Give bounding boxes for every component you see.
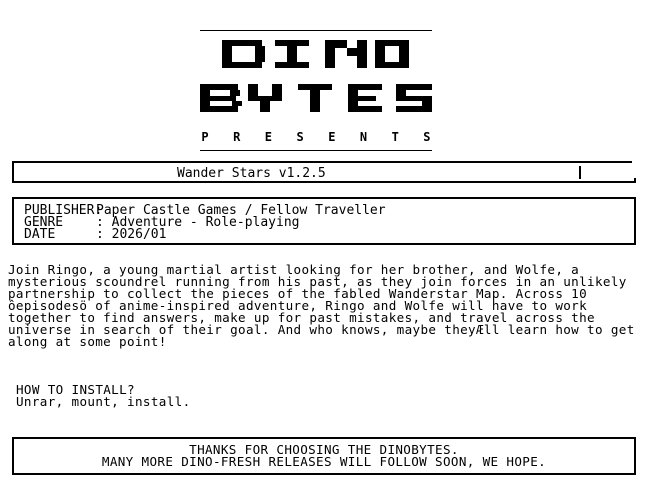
genre-value: : Adventure - Role-playing (96, 215, 300, 230)
description-line: universe in search of their goal. And who knows, maybe theyÆll learn how to get (8, 322, 635, 337)
release-title-box (12, 161, 632, 183)
date-row (24, 229, 166, 241)
presents-letter: T (391, 130, 399, 144)
description-line: along at some point! (8, 334, 167, 349)
publisher-label: PUBLISHER: (24, 203, 103, 218)
release-title: Wander Stars v1.2.5 (177, 166, 326, 181)
install-instructions: Unrar, mount, install. (16, 394, 191, 409)
presents-letter: N (359, 130, 368, 144)
title-box-edge (632, 178, 636, 183)
date-value: : 2026/01 (96, 227, 167, 242)
description-line: ôepisodesö of anime-inspired adventure, Ringo and Wolfe will have to work (8, 298, 588, 313)
presents-letter: S (296, 130, 304, 144)
genre-label: GENRE (24, 215, 64, 230)
release-info-box (12, 197, 636, 245)
publisher-value: Paper Castle Games / Fellow Traveller (96, 203, 386, 218)
footer-box (12, 437, 636, 475)
description-line: together to find answers, make up for past mistakes, and travel across the (8, 310, 595, 325)
presents-letter: P (201, 130, 209, 144)
footer-note: MANY MORE DINO-FRESH RELEASES WILL FOLLOW SOON, WE HOPE. (101, 454, 547, 469)
description-line: partnership to collect the pieces of the fabled Wanderstar Map. Across 10 (8, 286, 588, 301)
presents-letter: E (328, 130, 336, 144)
logo-bottom-rule (200, 150, 432, 151)
presents-letter: E (264, 130, 273, 144)
install-heading: HOW TO INSTALL? (16, 382, 135, 397)
description-line: mysterious scoundrel running from his past, as they join forces in an unlikely (8, 274, 627, 289)
presents-letter: S (423, 130, 431, 144)
game-description (8, 264, 644, 348)
text-cursor (579, 166, 581, 179)
description-line: Join Ringo, a young martial artist looking for her brother, and Wolfe, a (8, 262, 580, 277)
dinobytes-logo (0, 0, 648, 130)
presents-label (200, 130, 432, 144)
date-label: DATE (24, 227, 56, 242)
footer-thanks: THANKS FOR CHOOSING THE DINOBYTES. (189, 442, 459, 457)
presents-letter: R (233, 130, 241, 144)
